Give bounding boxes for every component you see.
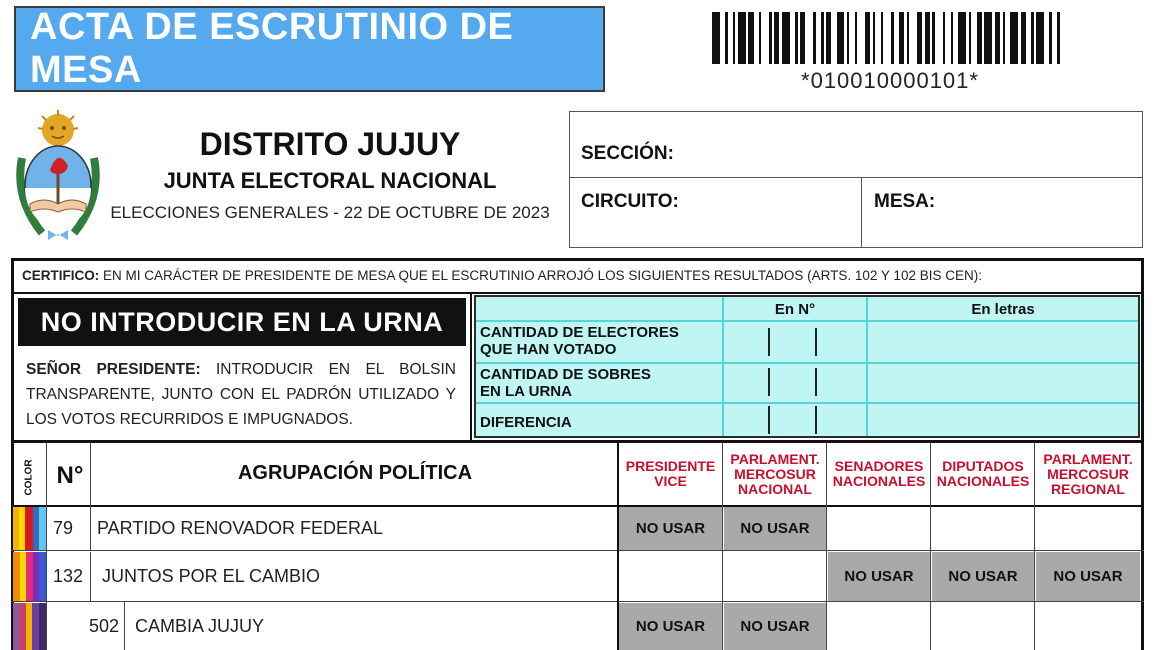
grid-line — [1034, 442, 1035, 650]
label-line: DIFERENCIA — [480, 414, 572, 431]
category-parlasur-regional — [1036, 446, 1140, 502]
grid-line — [476, 320, 1138, 322]
party-name: CAMBIA JUJUY — [135, 616, 265, 636]
label-line: EN LA URNA — [480, 383, 572, 400]
vote-cell[interactable] — [619, 552, 722, 601]
sobres-label — [480, 366, 720, 400]
diferencia-number-field[interactable] — [726, 405, 864, 436]
divider — [569, 177, 1143, 178]
grid-line — [476, 362, 1138, 364]
mesa-label: MESA: — [874, 191, 936, 212]
instruction-body: INTRODUCIR EN EL BOLSIN TRANSPARENTE, JUNTO CON EL PADRÓN UTILIZADO Y LOS VOTOS RECURRIDOS E IMPUGNADOS. — [26, 361, 456, 428]
junta-title: JUNTA ELECTORAL NACIONAL — [163, 168, 497, 193]
seccion-field[interactable] — [700, 130, 1135, 170]
grid-line — [124, 601, 125, 650]
divider — [11, 440, 1144, 443]
cat-line: REGIONAL — [1051, 480, 1125, 497]
party-color-swatch — [13, 603, 46, 650]
party-name: PARTIDO RENOVADOR FEDERAL — [97, 518, 384, 538]
barcode-bar — [909, 12, 917, 64]
instruction-text — [26, 357, 456, 432]
cat-line: DIPUTADOS — [942, 458, 1024, 474]
category-senadores — [828, 446, 930, 502]
barcode-bar — [712, 12, 720, 64]
blocked-cell: NO USAR — [724, 507, 826, 550]
cat-line: NACIONALES — [832, 473, 926, 489]
grid-line — [11, 601, 1144, 602]
barcode-bar — [761, 12, 769, 64]
party-number: 502 — [88, 616, 120, 636]
vote-cell[interactable] — [828, 603, 930, 650]
category-diputados — [932, 446, 1034, 502]
party-header: AGRUPACIÓN POLÍTICA — [237, 462, 473, 484]
seccion-label: SECCIÓN: — [581, 143, 674, 164]
barcode-bar — [837, 12, 845, 64]
barcode-bar — [805, 12, 813, 64]
electores-number-field[interactable] — [726, 324, 864, 360]
sobres-number-field[interactable] — [726, 365, 864, 400]
instruction-prefix: SEÑOR PRESIDENTE: — [26, 361, 201, 378]
cat-line: PARLAMENT. — [730, 450, 820, 467]
cat-line: VICE — [654, 473, 687, 489]
diferencia-label — [480, 414, 720, 431]
barcode-bar — [1010, 12, 1018, 64]
blocked-cell: NO USAR — [619, 507, 722, 550]
divider — [11, 292, 1144, 294]
blocked-cell: NO USAR — [932, 552, 1034, 601]
color-header-text: COLOR — [23, 458, 35, 496]
col-letters-header: En letras — [971, 301, 1035, 318]
category-presidente — [619, 446, 722, 502]
certifico-body: EN MI CARÁCTER DE PRESIDENTE DE MESA QUE EL ESCRUTINIO ARROJÓ LOS SIGUIENTES RESULTADOS (ARTS. 102 Y 102 BIS CEN): — [99, 268, 982, 283]
elections-subtitle: ELECCIONES GENERALES - 22 DE OCTUBRE DE 2023 — [110, 203, 550, 222]
vote-cell[interactable] — [828, 507, 930, 550]
barcode-bar — [958, 12, 966, 64]
label-line: QUE HAN VOTADO — [480, 341, 617, 358]
cat-line: MERCOSUR — [1047, 465, 1129, 482]
divider — [470, 292, 472, 440]
district-title: DISTRITO JUJUY — [199, 126, 461, 162]
grid-line — [46, 442, 47, 650]
barcode — [712, 12, 1068, 64]
blocked-cell: NO USAR — [724, 603, 826, 650]
grid-line — [90, 552, 91, 601]
vote-cell[interactable] — [724, 552, 826, 601]
diferencia-letters-field[interactable] — [870, 405, 1136, 436]
barcode-bar — [857, 12, 865, 64]
barcode-bar — [1036, 12, 1044, 64]
national-seal-icon — [12, 108, 104, 244]
label-line: CANTIDAD DE SOBRES — [480, 366, 651, 383]
mesa-field[interactable] — [950, 182, 1135, 242]
grid-line — [722, 442, 723, 650]
grid-line — [930, 442, 931, 650]
barcode-bar — [935, 12, 943, 64]
sobres-letters-field[interactable] — [870, 365, 1136, 400]
grid-line — [476, 402, 1138, 404]
barcode-bar — [738, 12, 746, 64]
number-header: N° — [56, 462, 84, 489]
cat-line: NACIONAL — [738, 480, 812, 497]
cat-line: PARLAMENT. — [1043, 450, 1133, 467]
party-number: 132 — [52, 566, 84, 586]
cat-line: NACIONALES — [936, 473, 1030, 489]
vote-cell[interactable] — [1036, 507, 1140, 550]
document-title: ACTA DE ESCRUTINIO DE MESA — [14, 6, 605, 92]
party-number: 79 — [52, 518, 74, 538]
circuito-field[interactable] — [700, 182, 855, 242]
col-number-header: En N° — [774, 301, 816, 318]
barcode-bar — [883, 12, 891, 64]
cat-line: SENADORES — [834, 458, 924, 474]
divider — [861, 177, 862, 248]
barcode-bar — [782, 12, 790, 64]
barcode-number: *010010000101* — [801, 68, 979, 93]
barcode-bar — [1060, 12, 1068, 64]
cat-line: MERCOSUR — [734, 465, 816, 482]
party-name: JUNTOS POR EL CAMBIO — [102, 566, 321, 586]
blocked-cell: NO USAR — [828, 552, 930, 601]
party-color-swatch — [13, 552, 46, 601]
blocked-cell: NO USAR — [1036, 552, 1140, 601]
blocked-cell: NO USAR — [619, 603, 722, 650]
party-color-swatch — [13, 507, 46, 550]
vote-cell[interactable] — [1036, 603, 1140, 650]
electores-label — [480, 324, 720, 358]
cat-line: PRESIDENTE — [625, 458, 716, 474]
label-line: CANTIDAD DE ELECTORES — [480, 324, 679, 341]
electores-letters-field[interactable] — [870, 324, 1136, 360]
no-introducir-banner: NO INTRODUCIR EN LA URNA — [18, 298, 466, 346]
barcode-bar — [984, 12, 992, 64]
color-header — [15, 452, 43, 502]
certifico-text — [22, 268, 1137, 283]
circuito-label: CIRCUITO: — [581, 191, 679, 212]
grid-line — [90, 442, 91, 550]
vote-cell[interactable] — [932, 603, 1034, 650]
vote-cell[interactable] — [932, 507, 1034, 550]
certifico-prefix: CERTIFICO: — [22, 268, 100, 283]
grid-line — [826, 442, 827, 650]
grid-line — [11, 550, 1144, 551]
category-parlasur-nacional — [724, 446, 826, 502]
